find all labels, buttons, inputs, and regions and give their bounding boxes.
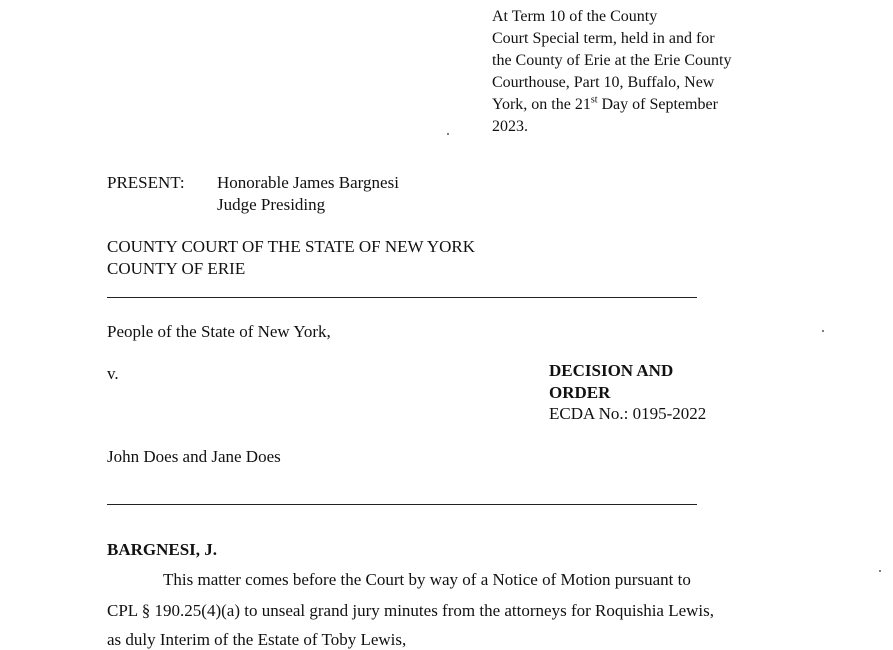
decision-title-line-1: DECISION AND <box>549 361 674 380</box>
term-line-1: At Term 10 of the County <box>492 8 658 25</box>
term-line-5 <box>492 94 732 116</box>
court-county: COUNTY OF ERIE <box>107 259 246 278</box>
scan-speck <box>447 133 449 135</box>
decision-title-line-2: ORDER <box>549 383 611 402</box>
term-line-2: Court Special term, held in and for <box>492 30 715 47</box>
judge-role: Judge Presiding <box>217 195 326 214</box>
judge-heading: BARGNESI, J. <box>107 540 218 559</box>
ecda-number: ECDA No.: 0195-2022 <box>549 404 707 423</box>
term-line-4: Courthouse, Part 10, Buffalo, New <box>492 74 715 91</box>
scan-speck <box>879 570 881 572</box>
court-name: COUNTY COURT OF THE STATE OF NEW YORK <box>107 237 476 256</box>
plaintiff-name: People of the State of New York, <box>107 322 331 341</box>
body-line-2: CPL § 190.25(4)(a) to unseal grand jury minutes from the attorneys for Roquishia Lewis, <box>107 601 715 620</box>
defendants-name: John Does and Jane Does <box>107 447 281 466</box>
term-ordinal-suffix: st <box>590 94 598 106</box>
term-line-5-post: Day of September <box>597 96 718 113</box>
term-line-5-pre: York, on the 21 <box>492 96 591 113</box>
body-line-3: as duly Interim of the Estate of Toby Lewis, <box>107 630 407 649</box>
caption-bottom-rule <box>107 504 697 505</box>
term-line-6: 2023. <box>492 118 528 135</box>
present-label: PRESENT: <box>107 173 185 192</box>
caption-top-rule <box>107 297 697 298</box>
term-block <box>492 6 732 138</box>
term-line-3: the County of Erie at the Erie County <box>492 52 732 69</box>
body-line-1: This matter comes before the Court by way of a Notice of Motion pursuant to <box>163 570 691 589</box>
judge-name: Honorable James Bargnesi <box>217 173 399 192</box>
versus-label: v. <box>107 364 119 383</box>
scan-speck <box>822 330 824 332</box>
